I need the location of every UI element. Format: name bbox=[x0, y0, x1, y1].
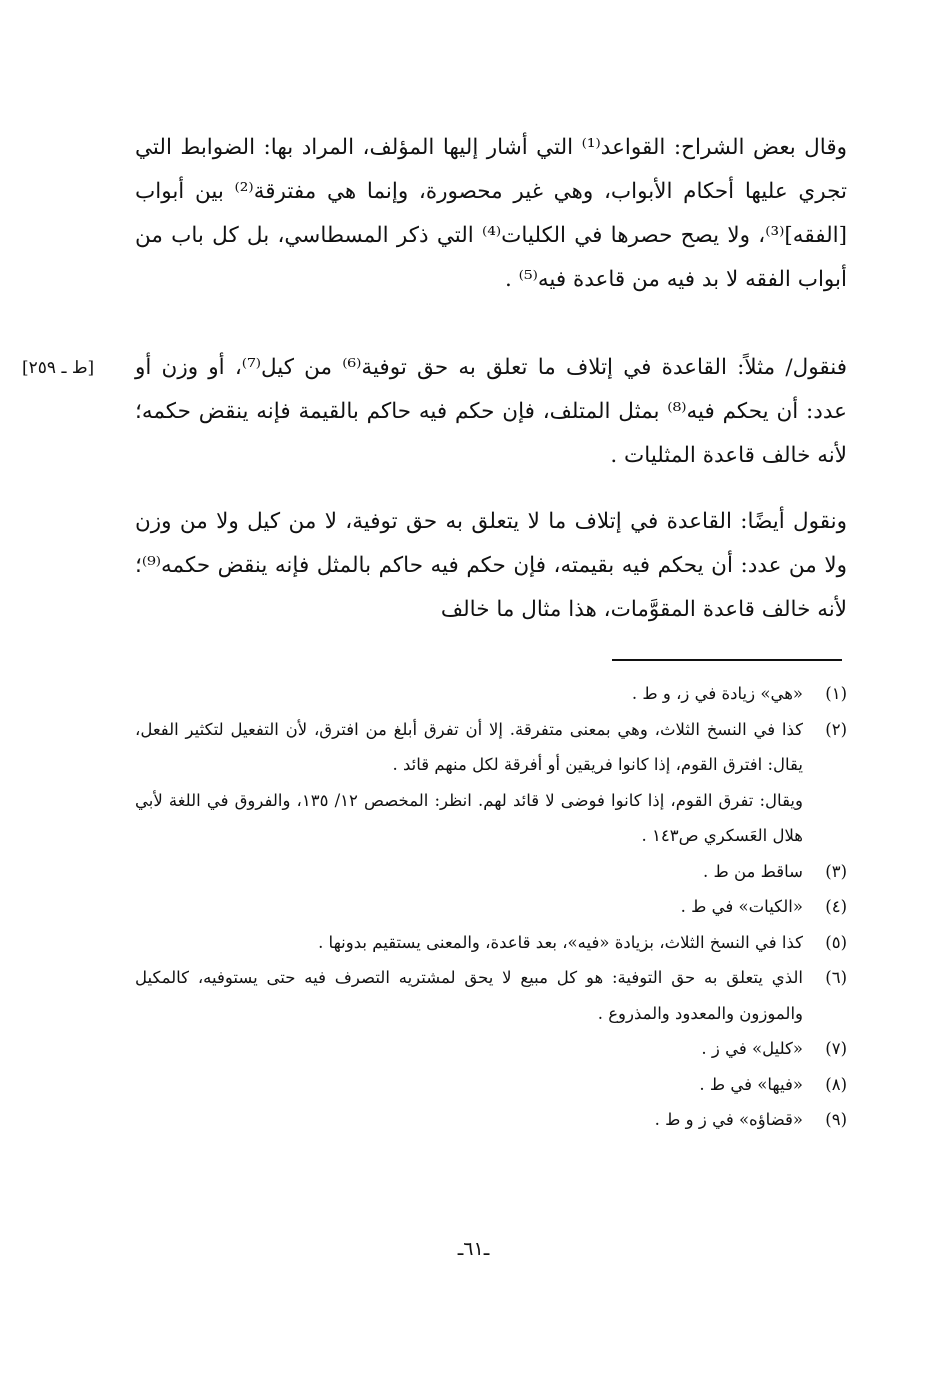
body-paragraph-1: وقال بعض الشراح: القواعد⁽¹⁾ التي أشار إليها المؤلف، المراد بها: الضوابط التي تجري عليها أحكام الأبواب، وهي غير محصورة، وإنما هي مفترقة⁽²⁾ بين أبواب [الفقه]⁽³⁾، ولا يصح حصرها في الكليات⁽⁴⁾ التي ذكر المسطاسي، بل كل باب من أبواب الفقه لا بد فيه من قاعدة فيه⁽⁵⁾ . bbox=[135, 135, 847, 292]
footnotes bbox=[135, 676, 847, 1138]
body-paragraph-2: فنقول/ مثلاً: القاعدة في إتلاف ما تعلق به حق توفية⁽⁶⁾ من كيل⁽⁷⁾، أو وزن أو عدد: أن يحكم فيه⁽⁸⁾ بمثل المتلف، فإن حكم فيه حاكم بالقيمة فإنه ينقض حكمه؛ لأنه خالف قاعدة المثليات . bbox=[135, 355, 847, 468]
footnote-text: «فيها» في ط . bbox=[699, 1074, 803, 1094]
footnote-number: (٣) bbox=[825, 861, 847, 881]
footnote-number: (١) bbox=[825, 684, 847, 703]
footnote-number: (٩) bbox=[825, 1110, 847, 1129]
footnote-number: (٧) bbox=[825, 1039, 847, 1058]
page-number: ـ٦١ـ bbox=[457, 1238, 490, 1260]
footnote-5 bbox=[135, 925, 847, 961]
footnote-7 bbox=[135, 1031, 847, 1067]
footnote-8 bbox=[135, 1067, 847, 1103]
footnote-1 bbox=[135, 676, 847, 712]
footnote-9 bbox=[135, 1102, 847, 1138]
footnote-separator bbox=[612, 659, 842, 661]
footnote-3 bbox=[135, 854, 847, 890]
footnote-text: «الكيات» في ط . bbox=[680, 897, 803, 916]
footnote-text: كذا في النسخ الثلاث، بزيادة «فيه»، بعد قاعدة، والمعنى يستقيم بدونها . bbox=[318, 932, 803, 952]
footnote-text: الذي يتعلق به حق التوفية: هو كل مبيع لا يحق لمشتريه التصرف فيه حتى يستوفيه، كالمكيل والموزون والمعدود والمذروع . bbox=[135, 968, 803, 1023]
footnote-number: (٦) bbox=[825, 968, 847, 987]
margin-manuscript-reference: [ط ـ ٢٥٩] bbox=[22, 358, 95, 378]
footnote-text: كذا في النسخ الثلاث، وهي بمعنى متفرقة. إلا أن تفرق أبلغ من افترق، لأن التفعيل لتكثير الفعل، يقال: افترق القوم، إذا كانوا فريقين أو أفرقة لكل منهم قائد . bbox=[135, 719, 803, 774]
footnote-number: (٢) bbox=[825, 719, 847, 739]
body-paragraph-3: ونقول أيضًا: القاعدة في إتلاف ما لا يتعلق به حق توفية، لا من كيل ولا من وزن ولا من عدد: أن يحكم فيه بقيمته، فإن حكم فيه حاكم بالمثل فإنه ينقض حكمه⁽⁹⁾؛ لأنه خالف قاعدة المقوَّمات، هذا مثال ما خالف bbox=[135, 509, 847, 622]
footnote-text: «قضاؤه» في ز و ط . bbox=[654, 1110, 803, 1129]
footnote-number: (٥) bbox=[825, 932, 847, 952]
footnote-number: (٨) bbox=[825, 1074, 847, 1094]
footnote-2-continuation: ويقال: تفرق القوم، إذا كانوا فوضى لا قائد لهم. انظر: المخصص ١٢/ ١٣٥، والفروق في اللغة لأبي هلال العَسكري ص١٤٣ . bbox=[135, 790, 803, 845]
footnote-text: «هي» زيادة في ز، و ط . bbox=[631, 684, 803, 703]
footnote-2 bbox=[135, 712, 847, 783]
footnote-number: (٤) bbox=[825, 897, 847, 916]
footnote-4 bbox=[135, 889, 847, 925]
footnote-text: «كليل» في ز . bbox=[701, 1039, 803, 1058]
footnote-text: ساقط من ط . bbox=[702, 861, 803, 881]
footnote-6 bbox=[135, 960, 847, 1031]
